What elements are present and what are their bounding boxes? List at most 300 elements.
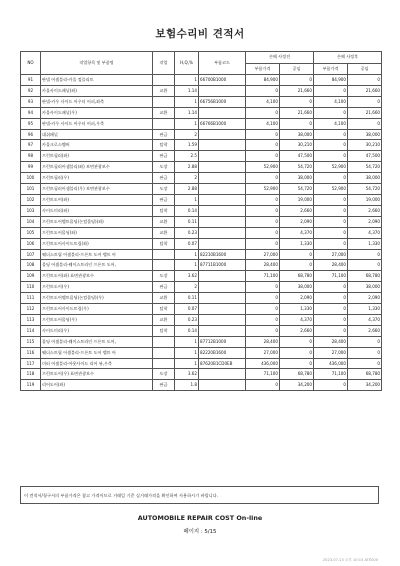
hq-value: 1	[175, 336, 199, 347]
item-name: 대쉬패널	[41, 129, 153, 140]
before-labor: 2,090	[280, 216, 314, 227]
after-labor: 2,090	[348, 293, 382, 304]
item-name: 미러 어셈블리-아웃사이드 리어 뷰,우측	[41, 358, 153, 369]
row-no: 117	[21, 358, 41, 369]
work-type	[153, 358, 175, 369]
row-no: 110	[21, 282, 41, 293]
before-labor: 21,660	[280, 107, 314, 118]
table-row	[21, 140, 382, 151]
item-name: 프런트도어벨트몰딩(논컴몰딩)(우)	[41, 293, 153, 304]
item-name: 카울크로스멤버	[41, 140, 153, 151]
work-type: 판금	[153, 151, 175, 162]
after-parts-price: 0	[314, 140, 348, 151]
row-no: 102	[21, 194, 41, 205]
row-no: 104	[21, 216, 41, 227]
after-parts-price: 4,100	[314, 118, 348, 129]
table-row	[21, 314, 382, 325]
item-name: 카울사이드패널(우)	[41, 107, 153, 118]
after-parts-price: 0	[314, 293, 348, 304]
after-parts-price: 0	[314, 380, 348, 391]
item-name: 프런트필러(우)	[41, 173, 153, 184]
row-no: 105	[21, 227, 41, 238]
row-no: 98	[21, 151, 41, 162]
item-name: 웨더스트립 어셈블리-프론트 도어 벨트 아	[41, 347, 153, 358]
part-code	[199, 238, 246, 249]
part-code	[199, 205, 246, 216]
table-row	[21, 162, 382, 173]
part-code: 87711B1000	[199, 260, 246, 271]
before-parts-price: 0	[246, 205, 280, 216]
before-parts-price: 436,000	[246, 358, 280, 369]
row-no: 94	[21, 107, 41, 118]
document-title: 보험수리비 견적서	[155, 28, 245, 40]
item-name: 판넬 어셈블리-카울 컴플리트	[41, 75, 153, 86]
after-parts-price: 0	[314, 314, 348, 325]
after-labor: 0	[348, 347, 382, 358]
before-parts-price: 4,100	[246, 118, 280, 129]
hq-value: 0.11	[175, 216, 199, 227]
hq-value: 2.5	[175, 151, 199, 162]
after-labor: 0	[348, 358, 382, 369]
before-labor: 4,370	[280, 314, 314, 325]
before-parts-price: 0	[246, 282, 280, 293]
row-no: 111	[21, 293, 41, 304]
header-part-code: 부품코드	[199, 52, 246, 75]
table-row	[21, 380, 382, 391]
part-code	[199, 194, 246, 205]
after-labor: 0	[348, 260, 382, 271]
before-labor: 68,780	[280, 369, 314, 380]
after-labor: 68,780	[348, 369, 382, 380]
after-parts-price: 28,400	[314, 260, 348, 271]
table-row	[21, 173, 382, 184]
hq-value: 1	[175, 249, 199, 260]
header-before-parts-price: 부품가격	[246, 63, 280, 75]
item-name: 몰딩 어셈블리-웨이스트라인 프론트 도어,	[41, 336, 153, 347]
after-labor: 4,370	[348, 314, 382, 325]
after-parts-price: 27,000	[314, 347, 348, 358]
before-labor: 0	[280, 336, 314, 347]
after-labor: 0	[348, 96, 382, 107]
row-no: 116	[21, 347, 41, 358]
item-name: 사이드미러(우)	[41, 325, 153, 336]
after-labor: 1,330	[348, 304, 382, 315]
header-hq: H,Q,%	[175, 52, 199, 75]
after-parts-price: 0	[314, 238, 348, 249]
work-type: 판금	[153, 129, 175, 140]
table-row	[21, 194, 382, 205]
work-type: 교환	[153, 293, 175, 304]
hq-value: 1	[175, 347, 199, 358]
hq-value: 3.62	[175, 369, 199, 380]
before-labor: 47,500	[280, 151, 314, 162]
table-row	[21, 282, 382, 293]
item-name: 프런트도어몰딩(좌)	[41, 227, 153, 238]
row-no: 91	[21, 75, 41, 86]
after-parts-price: 436,000	[314, 358, 348, 369]
part-code	[199, 325, 246, 336]
table-row	[21, 271, 382, 282]
header-before-adjust: 손해 사정전	[246, 52, 314, 64]
before-labor: 38,000	[280, 129, 314, 140]
work-type	[153, 347, 175, 358]
table-row	[21, 293, 382, 304]
table-row	[21, 151, 382, 162]
hq-value: 1	[175, 260, 199, 271]
work-type: 도장	[153, 271, 175, 282]
row-no: 100	[21, 173, 41, 184]
part-code: 87712B1000	[199, 336, 246, 347]
after-labor: 1,330	[348, 238, 382, 249]
part-code	[199, 369, 246, 380]
item-name: 프런트도어사이드트림(좌)	[41, 238, 153, 249]
part-code	[199, 380, 246, 391]
hq-value: 1	[175, 96, 199, 107]
work-type: 교환	[153, 227, 175, 238]
after-parts-price: 0	[314, 129, 348, 140]
work-type	[153, 118, 175, 129]
work-type	[153, 96, 175, 107]
hq-value: 0.11	[175, 293, 199, 304]
price-notice: 이 견적서/청구서의 부품가격은 참고 가격이므로 거래일 기준 실거래가격을 확인하여 사용하시기 바랍니다.	[20, 486, 379, 504]
part-code	[199, 271, 246, 282]
after-parts-price: 0	[314, 194, 348, 205]
before-labor: 0	[280, 249, 314, 260]
row-no: 107	[21, 249, 41, 260]
table-row	[21, 75, 382, 86]
work-type: 탈착	[153, 140, 175, 151]
work-type: 교환	[153, 314, 175, 325]
before-labor: 2,660	[280, 205, 314, 216]
estimate-table	[20, 51, 382, 391]
before-parts-price: 28,400	[246, 260, 280, 271]
after-parts-price: 0	[314, 151, 348, 162]
after-parts-price: 0	[314, 304, 348, 315]
before-parts-price: 27,000	[246, 347, 280, 358]
after-labor: 0	[348, 249, 382, 260]
before-parts-price: 0	[246, 140, 280, 151]
after-parts-price: 52,900	[314, 162, 348, 173]
table-row	[21, 205, 382, 216]
work-type: 도장	[153, 369, 175, 380]
row-no: 114	[21, 325, 41, 336]
item-name: 카울사이드패널(좌)	[41, 85, 153, 96]
work-type	[153, 75, 175, 86]
part-code	[199, 129, 246, 140]
table-row	[21, 118, 382, 129]
part-code: 82210B1600	[199, 249, 246, 260]
before-labor: 0	[280, 347, 314, 358]
hq-value: 0.14	[175, 325, 199, 336]
after-parts-price: 28,400	[314, 336, 348, 347]
before-parts-price: 0	[246, 325, 280, 336]
work-type: 탈착	[153, 205, 175, 216]
part-code: 66766B1000	[199, 118, 246, 129]
row-no: 92	[21, 85, 41, 96]
part-code	[199, 216, 246, 227]
table-row	[21, 260, 382, 271]
before-labor: 0	[280, 96, 314, 107]
before-labor: 21,660	[280, 85, 314, 96]
after-labor: 21,660	[348, 85, 382, 96]
hq-value: 1.14	[175, 85, 199, 96]
work-type	[153, 260, 175, 271]
part-code	[199, 227, 246, 238]
after-labor: 2,090	[348, 216, 382, 227]
hq-value: 0.07	[175, 238, 199, 249]
part-code: 82220B1600	[199, 347, 246, 358]
hq-value: 2	[175, 173, 199, 184]
before-labor: 0	[280, 260, 314, 271]
table-row	[21, 238, 382, 249]
after-labor: 21,660	[348, 107, 382, 118]
before-parts-price: 0	[246, 227, 280, 238]
after-labor: 0	[348, 75, 382, 86]
work-type	[153, 249, 175, 260]
item-name: 프런트필러어셈블리(우) 보면관광보수	[41, 184, 153, 195]
header-work: 작업	[153, 52, 175, 75]
before-parts-price: 52,900	[246, 184, 280, 195]
hq-value: 1	[175, 194, 199, 205]
row-no: 95	[21, 118, 41, 129]
after-labor: 2,660	[348, 205, 382, 216]
row-no: 99	[21, 162, 41, 173]
after-labor: 0	[348, 118, 382, 129]
part-code	[199, 314, 246, 325]
row-no: 119	[21, 380, 41, 391]
header-after-labor: 공임	[348, 63, 382, 75]
hq-value: 1.59	[175, 140, 199, 151]
before-labor: 1,330	[280, 238, 314, 249]
work-type: 교환	[153, 107, 175, 118]
table-row	[21, 85, 382, 96]
row-no: 113	[21, 314, 41, 325]
before-parts-price: 0	[246, 129, 280, 140]
row-no: 103	[21, 205, 41, 216]
hq-value: 0.23	[175, 314, 199, 325]
hq-value: 0.07	[175, 304, 199, 315]
after-parts-price: 0	[314, 173, 348, 184]
hq-value: 1.8	[175, 380, 199, 391]
row-no: 93	[21, 96, 41, 107]
item-name: 프런트도어(좌)	[41, 194, 153, 205]
table-row	[21, 336, 382, 347]
item-name: 프런트도어벨트몰딩(논컴몰딩)(좌)	[41, 216, 153, 227]
table-row	[21, 216, 382, 227]
part-code	[199, 151, 246, 162]
hq-value: 1	[175, 118, 199, 129]
before-labor: 4,370	[280, 227, 314, 238]
hq-value: 1.14	[175, 107, 199, 118]
table-row	[21, 227, 382, 238]
row-no: 118	[21, 369, 41, 380]
table-row	[21, 129, 382, 140]
row-no: 96	[21, 129, 41, 140]
item-name: 몰딩 어셈블리-웨이스트라인 프론트 도어,	[41, 260, 153, 271]
item-name: 사이드미러(좌)	[41, 205, 153, 216]
after-parts-price: 0	[314, 325, 348, 336]
after-labor: 30,210	[348, 140, 382, 151]
before-parts-price: 71,100	[246, 369, 280, 380]
before-labor: 38,000	[280, 282, 314, 293]
part-code	[199, 85, 246, 96]
before-labor: 2,090	[280, 293, 314, 304]
table-row	[21, 325, 382, 336]
item-name: 프런트필러어셈블리(좌) 보면관광보수	[41, 162, 153, 173]
after-parts-price: 0	[314, 85, 348, 96]
after-labor: 38,000	[348, 173, 382, 184]
before-labor: 68,780	[280, 271, 314, 282]
after-parts-price: 27,000	[314, 249, 348, 260]
row-no: 106	[21, 238, 41, 249]
after-labor: 0	[348, 336, 382, 347]
after-parts-price: 4,100	[314, 96, 348, 107]
work-type	[153, 336, 175, 347]
before-labor: 54,720	[280, 162, 314, 173]
after-labor: 54,720	[348, 162, 382, 173]
after-labor: 19,000	[348, 194, 382, 205]
part-code: 66756B1000	[199, 96, 246, 107]
work-type: 판금	[153, 282, 175, 293]
hq-value: 0.23	[175, 227, 199, 238]
after-labor: 38,000	[348, 282, 382, 293]
item-name: 프런트필러(좌)	[41, 151, 153, 162]
header-after-parts-price: 부품가격	[314, 63, 348, 75]
before-labor: 30,210	[280, 140, 314, 151]
after-parts-price: 0	[314, 216, 348, 227]
before-parts-price: 4,100	[246, 96, 280, 107]
table-row	[21, 347, 382, 358]
part-code	[199, 304, 246, 315]
before-labor: 0	[280, 75, 314, 86]
row-no: 108	[21, 260, 41, 271]
work-type: 탈착	[153, 304, 175, 315]
before-parts-price: 0	[246, 194, 280, 205]
footer-brand: AUTOMOBILE REPAIR COST On-line	[137, 514, 263, 522]
after-labor: 68,780	[348, 271, 382, 282]
work-type: 판금	[153, 194, 175, 205]
before-parts-price: 27,000	[246, 249, 280, 260]
table-row	[21, 249, 382, 260]
row-no: 97	[21, 140, 41, 151]
before-parts-price: 84,900	[246, 75, 280, 86]
header-no: NO	[21, 52, 41, 75]
print-stamp: 2023-07-13 오후 10:15 ATE000	[322, 558, 378, 562]
after-labor: 54,720	[348, 184, 382, 195]
after-labor: 4,370	[348, 227, 382, 238]
item-name: 프런트도어(우) 표면관광보수	[41, 369, 153, 380]
part-code: 66700B1000	[199, 75, 246, 86]
before-parts-price: 0	[246, 238, 280, 249]
item-name: 판넬-카우 사이드 아우터 어퍼,우측	[41, 118, 153, 129]
before-parts-price: 0	[246, 293, 280, 304]
after-parts-price: 0	[314, 205, 348, 216]
item-name: 프런트도어사이드트림(우)	[41, 304, 153, 315]
table-row	[21, 107, 382, 118]
hq-value: 3.62	[175, 271, 199, 282]
work-type: 탈착	[153, 325, 175, 336]
before-labor: 34,200	[280, 380, 314, 391]
hq-value: 1	[175, 358, 199, 369]
before-labor: 38,000	[280, 173, 314, 184]
work-type: 교환	[153, 216, 175, 227]
before-parts-price: 0	[246, 304, 280, 315]
before-labor: 0	[280, 118, 314, 129]
row-no: 109	[21, 271, 41, 282]
header-before-labor: 공임	[280, 63, 314, 75]
table-row	[21, 96, 382, 107]
after-labor: 34,200	[348, 380, 382, 391]
hq-value: 0.14	[175, 205, 199, 216]
before-labor: 54,720	[280, 184, 314, 195]
row-no: 115	[21, 336, 41, 347]
after-labor: 38,000	[348, 129, 382, 140]
before-parts-price: 0	[246, 151, 280, 162]
after-parts-price: 0	[314, 107, 348, 118]
item-name: 프런트도어(좌) 표면관광보수	[41, 271, 153, 282]
before-parts-price: 0	[246, 85, 280, 96]
after-parts-price: 0	[314, 227, 348, 238]
after-labor: 2,660	[348, 325, 382, 336]
part-code: 87620B1CD0EB	[199, 358, 246, 369]
item-name: 웨더스트립 어셈블리-프론트 도어 벨트 아	[41, 249, 153, 260]
before-parts-price: 71,100	[246, 271, 280, 282]
part-code	[199, 162, 246, 173]
part-code	[199, 293, 246, 304]
after-parts-price: 71,100	[314, 369, 348, 380]
hq-value: 2	[175, 282, 199, 293]
item-name: 판넬-카우 사이드 아우터 어퍼,좌측	[41, 96, 153, 107]
table-row	[21, 304, 382, 315]
work-type: 판금	[153, 173, 175, 184]
page-number: 페이지 : 5/15	[183, 529, 217, 535]
before-parts-price: 0	[246, 173, 280, 184]
before-parts-price: 52,900	[246, 162, 280, 173]
after-parts-price: 71,100	[314, 271, 348, 282]
before-labor: 2,660	[280, 325, 314, 336]
before-parts-price: 28,400	[246, 336, 280, 347]
part-code	[199, 282, 246, 293]
before-labor: 0	[280, 358, 314, 369]
before-labor: 1,330	[280, 304, 314, 315]
part-code	[199, 173, 246, 184]
hq-value: 2	[175, 129, 199, 140]
part-code	[199, 184, 246, 195]
table-row	[21, 184, 382, 195]
row-no: 101	[21, 184, 41, 195]
hq-value: 2.88	[175, 162, 199, 173]
header-after-adjust: 손해 사정후	[314, 52, 382, 64]
header-item-name: 작업항목 및 부품명	[41, 52, 153, 75]
item-name: 프런트도어(우)	[41, 282, 153, 293]
before-parts-price: 0	[246, 216, 280, 227]
after-parts-price: 0	[314, 282, 348, 293]
before-labor: 19,000	[280, 194, 314, 205]
work-type: 교환	[153, 85, 175, 96]
table-row	[21, 358, 382, 369]
after-parts-price: 84,900	[314, 75, 348, 86]
table-row	[21, 369, 382, 380]
before-parts-price: 0	[246, 314, 280, 325]
item-name: 리어도어(좌)	[41, 380, 153, 391]
after-labor: 47,500	[348, 151, 382, 162]
work-type: 판금	[153, 380, 175, 391]
hq-value: 2.88	[175, 184, 199, 195]
work-type: 도장	[153, 184, 175, 195]
part-code	[199, 107, 246, 118]
row-no: 112	[21, 304, 41, 315]
before-parts-price: 0	[246, 107, 280, 118]
